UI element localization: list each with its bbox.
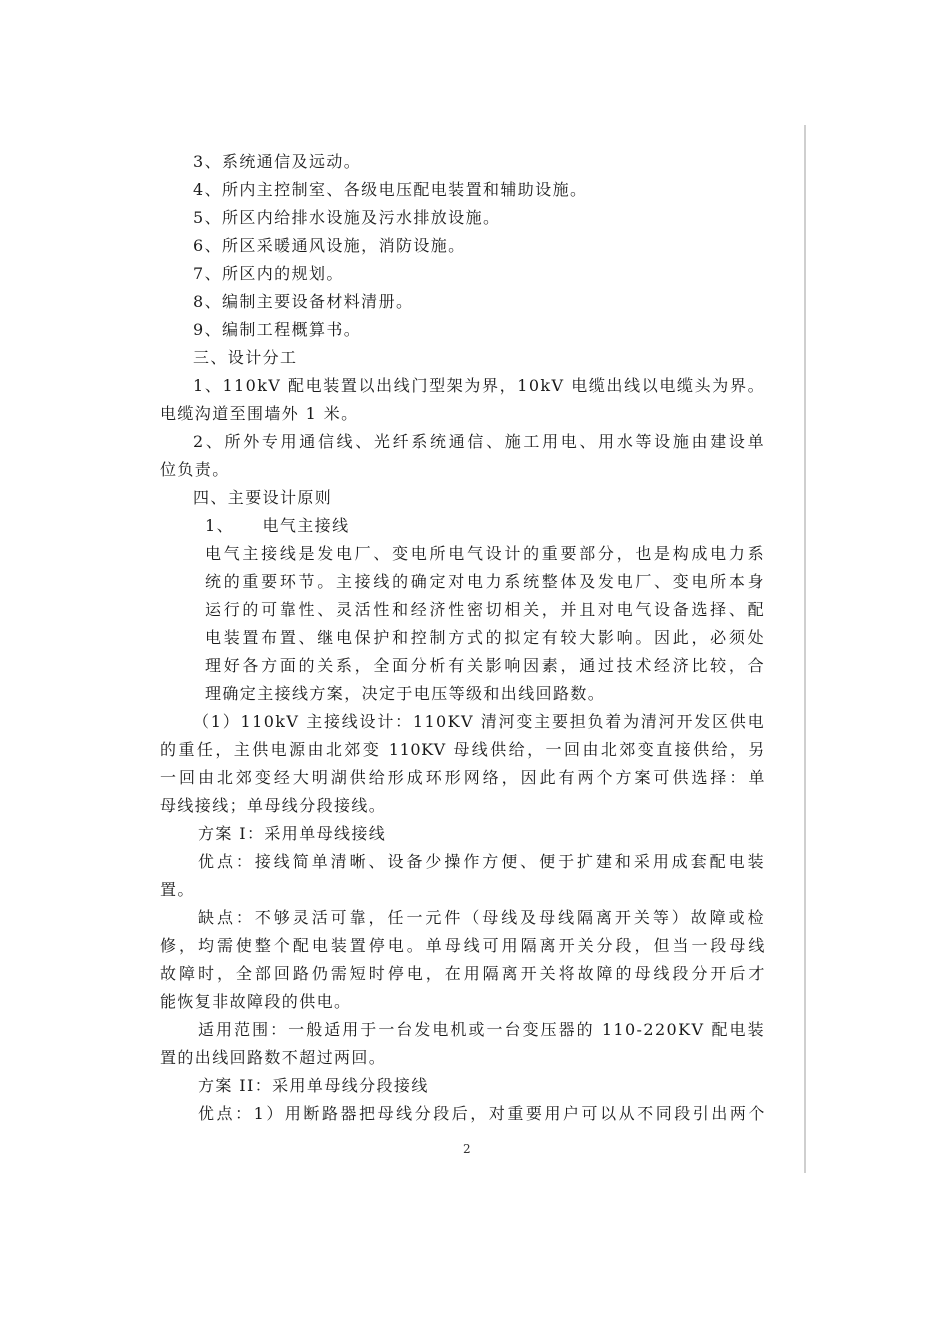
list-item-8: 8、编制主要设备材料清册。	[193, 292, 414, 311]
paragraph-line: 母线接线；单母线分段接线。	[160, 796, 387, 815]
scheme-heading: 方案 I：采用单母线接线	[198, 824, 387, 843]
section-heading-4: 四、主要设计原则	[193, 488, 333, 507]
list-item-6: 6、所区采暖通风设施，消防设施。	[193, 236, 466, 255]
paragraph-line: 能恢复非故障段的供电。	[160, 992, 352, 1011]
paragraph-line: 运行的可靠性、灵活性和经济性密切相关，并且对电气设备选择、配	[205, 600, 765, 619]
paragraph-line: 1、110kV 配电装置以出线门型架为界，10kV 电缆出线以电缆头为界。	[193, 376, 765, 395]
paragraph-line: 理好各方面的关系，全面分析有关影响因素，通过技术经济比较，合	[205, 656, 765, 675]
paragraph-line: 修，均需使整个配电装置停电。单母线可用隔离开关分段，但当一段母线	[160, 936, 765, 955]
page-number: 2	[463, 1142, 471, 1156]
paragraph-line: 电缆沟道至围墙外 1 米。	[160, 404, 359, 423]
paragraph-line: 2、所外专用通信线、光纤系统通信、施工用电、用水等设施由建设单	[193, 432, 765, 451]
list-item-7: 7、所区内的规划。	[193, 264, 344, 283]
paragraph-line: （1）110kV 主接线设计：110KV 清河变主要担负着为清河开发区供电	[193, 712, 765, 731]
scheme-heading: 方案 II：采用单母线分段接线	[198, 1076, 429, 1095]
paragraph-line: 优点：1）用断路器把母线分段后，对重要用户可以从不同段引出两个	[198, 1104, 765, 1123]
paragraph-line: 统的重要环节。主接线的确定对电力系统整体及发电厂、变电所本身	[205, 572, 765, 591]
paragraph-line: 缺点：不够灵活可靠，任一元件（母线及母线隔离开关等）故障或检	[198, 908, 765, 927]
paragraph-line: 置。	[160, 880, 195, 899]
paragraph-line: 位负责。	[160, 460, 230, 479]
paragraph-line: 故障时，全部回路仍需短时停电，在用隔离开关将故障的母线段分开后才	[160, 964, 765, 983]
list-item-3: 3、系统通信及远动。	[193, 152, 362, 171]
paragraph-line: 电气主接线是发电厂、变电所电气设计的重要部分，也是构成电力系	[205, 544, 765, 563]
paragraph-line: 优点：接线简单清晰、设备少操作方便、便于扩建和采用成套配电装	[198, 852, 765, 871]
paragraph-line: 电装置布置、继电保护和控制方式的拟定有较大影响。因此，必须处	[205, 628, 765, 647]
paragraph-line: 一回由北郊变经大明湖供给形成环形网络，因此有两个方案可供选择：单	[160, 768, 765, 787]
paragraph-line: 适用范围：一般适用于一台发电机或一台变压器的 110-220KV 配电装	[198, 1020, 765, 1039]
paragraph-line: 的重任，主供电源由北郊变 110KV 母线供给，一回由北郊变直接供给，另	[160, 740, 765, 759]
list-item-5: 5、所区内给排水设施及污水排放设施。	[193, 208, 501, 227]
page-edge-rule	[804, 125, 806, 1173]
section-heading-3: 三、设计分工	[193, 348, 298, 367]
list-item-9: 9、编制工程概算书。	[193, 320, 362, 339]
list-item-4: 4、所内主控制室、各级电压配电装置和辅助设施。	[193, 180, 588, 199]
paragraph-line: 置的出线回路数不超过两回。	[160, 1048, 387, 1067]
paragraph-line: 理确定主接线方案，决定于电压等级和出线回路数。	[205, 684, 606, 703]
sub-heading: 1、 电气主接线	[205, 516, 350, 535]
